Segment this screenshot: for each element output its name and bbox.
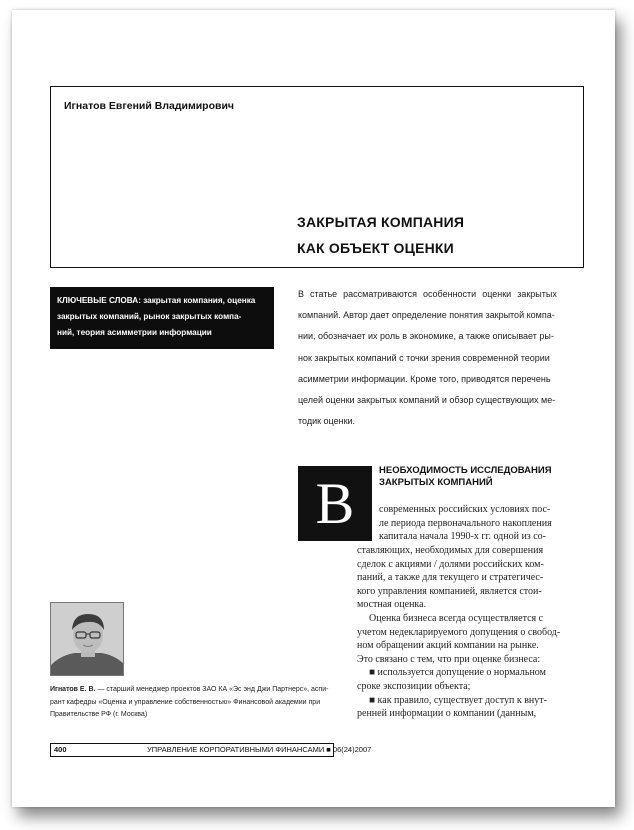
body-line: паний, а также для текущего и стратегичес- xyxy=(357,572,544,584)
caption-line: рант кафедры «Оценка и управление собственностью» Финансовой академии при xyxy=(50,698,321,706)
keywords-box xyxy=(50,287,274,349)
drop-cap: В xyxy=(298,466,372,541)
body-line: учетом недекларируемого допущения о свобод- xyxy=(357,626,561,638)
body-line: ренней информации о компании (данным, xyxy=(357,708,537,720)
author-name: Игнатов Евгений Владимирович xyxy=(64,100,234,112)
author-portrait-image xyxy=(51,603,124,676)
author-photo xyxy=(50,602,124,676)
abstract xyxy=(298,284,584,432)
abstract-line: компаний. Автор дает определение понятия закрытой компа- xyxy=(298,310,555,321)
bullet-item: ■ используется допущение о нормальном xyxy=(369,667,546,679)
keywords-line: ний, теория асимметрии информации xyxy=(57,328,212,337)
dropcap-side-text xyxy=(379,503,552,544)
keywords-line: закрытых компаний, рынок закрытых компа- xyxy=(57,312,242,321)
page-footer xyxy=(50,743,372,757)
paragraph-1 xyxy=(357,544,560,721)
abstract-line: нии, обозначает их роль в экономике, а также описывает ры- xyxy=(298,331,554,342)
body-line: ле периода первоначального накопления xyxy=(379,517,552,529)
body-line: Это связано с тем, что при оценке бизнеса: xyxy=(357,653,541,665)
section-heading xyxy=(379,465,552,489)
body-line: Оценка бизнеса всегда осуществляется с xyxy=(369,612,544,624)
abstract-line: тодик оценки. xyxy=(298,416,356,427)
keywords-line: КЛЮЧЕВЫЕ СЛОВА: закрытая компания, оценка xyxy=(57,296,256,305)
body-line: капитала начала 1990-х гг. одной из со- xyxy=(379,531,547,543)
magazine-name: УПРАВЛЕНИЕ КОРПОРАТИВНЫМИ ФИНАНСАМИ ■ 06(24)2007 xyxy=(147,745,372,754)
abstract-line: асимметрии информации. Кроме того, приводятся перечень xyxy=(298,373,551,384)
caption-line: Игнатов Е. В. — старший менеджер проектов ЗАО КА «Эс энд Джи Партнерс», аспи- xyxy=(50,686,329,693)
body-line: ном обращении акций компании на рынке. xyxy=(357,640,539,652)
section-heading-line: НЕОБХОДИМОСТЬ ИССЛЕДОВАНИЯ xyxy=(379,465,552,476)
body-line: сроке экспозиции объекта; xyxy=(357,680,471,692)
abstract-line: нок закрытых компаний с точки зрения современной теории xyxy=(298,352,550,363)
author-caption xyxy=(50,684,329,722)
caption-line: Правительстве РФ (г. Москва) xyxy=(50,711,148,719)
abstract-line: целей оценки закрытых компаний и обзор существующих ме- xyxy=(298,395,556,406)
bullet-square-icon: ■ xyxy=(369,694,378,706)
body-line: мостная оценка. xyxy=(357,599,427,611)
abstract-line: В статье рассматриваются особенности оценки закрытых xyxy=(298,289,557,299)
bullet-square-icon: ■ xyxy=(369,667,378,679)
body-line: сделок с акциями / долями российских ком- xyxy=(357,558,544,570)
body-line: кого управления компанией, является стои- xyxy=(357,585,542,597)
title-line: КАК ОБЪЕКТ ОЦЕНКИ xyxy=(297,240,454,256)
bullet-item: ■ как правило, существует доступ к внут- xyxy=(369,694,547,706)
section-heading-line: ЗАКРЫТЫХ КОМПАНИЙ xyxy=(379,477,493,488)
body-line: ставляющих, необходимых для совершения xyxy=(357,545,544,556)
caption-author: Игнатов Е. В. xyxy=(50,686,96,693)
title-line: ЗАКРЫТАЯ КОМПАНИЯ xyxy=(297,214,465,230)
article-title xyxy=(297,209,464,261)
page-number: 400 xyxy=(54,745,67,754)
body-line: современных российских условиях пос- xyxy=(379,504,551,515)
